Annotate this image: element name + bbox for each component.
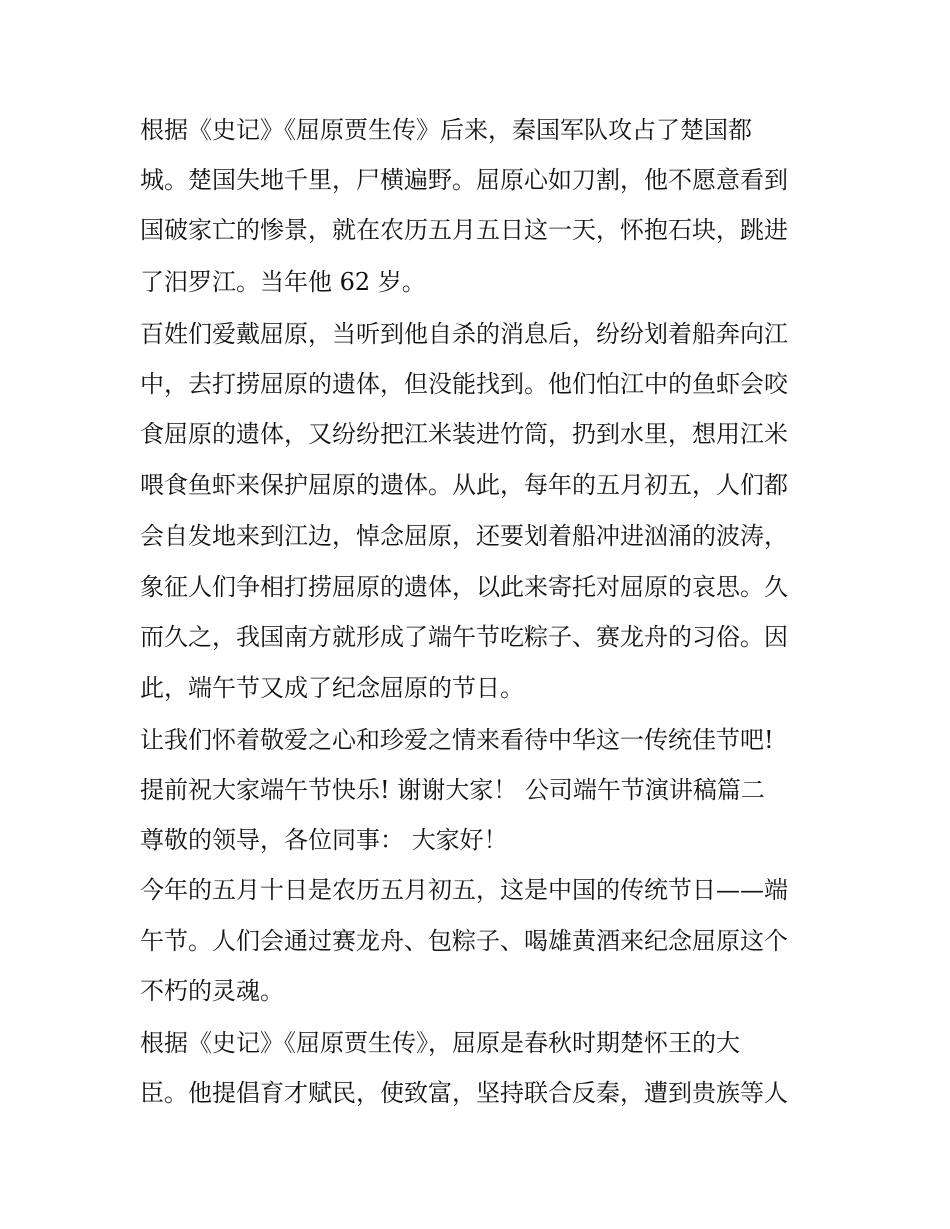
text-line: 根据《史记》《屈原贾生传》，屈原是春秋时期楚怀王的大 <box>140 1029 740 1057</box>
text-line: 提前祝大家端午节快乐! 谢谢大家！ 公司端午节演讲稿篇二 <box>140 776 765 804</box>
text-line: 国破家亡的惨景，就在农历五月五日这一天，怀抱石块，跳进 <box>140 216 788 244</box>
text-line: 象征人们争相打捞屈原的遗体，以此来寄托对屈原的哀思。久 <box>140 573 788 601</box>
text-line: 午节。人们会通过赛龙舟、包粽子、喝雄黄酒来纪念屈原这个 <box>140 927 788 955</box>
text-line: 会自发地来到江边，悼念屈原，还要划着船冲进汹涌的波涛， <box>140 522 788 550</box>
text-line: 食屈原的遗体，又纷纷把江米装进竹筒，扔到水里，想用江米 <box>140 420 788 448</box>
text-line: 喂食鱼虾来保护屈原的遗体。从此，每年的五月初五，人们都 <box>140 471 788 499</box>
text-line: 不朽的灵魂。 <box>140 977 284 1005</box>
text-line: 今年的五月十日是农历五月初五，这是中国的传统节日——端 <box>140 876 788 904</box>
text-line: 根据《史记》《屈原贾生传》后来，秦国军队攻占了楚国都 <box>140 116 752 144</box>
text-line: 中，去打捞屈原的遗体，但没能找到。他们怕江中的鱼虾会咬 <box>140 370 788 398</box>
text-line: 让我们怀着敬爱之心和珍爱之情来看待中华这一传统佳节吧! <box>140 726 774 754</box>
text-line: 臣。他提倡育才赋民，使致富，坚持联合反秦，遭到贵族等人 <box>140 1079 788 1107</box>
text-line: 此，端午节又成了纪念屈原的节日。 <box>140 674 524 702</box>
text-line: 百姓们爱戴屈原，当听到他自杀的消息后，纷纷划着船奔向江 <box>140 320 788 348</box>
text-line: 城。楚国失地千里，尸横遍野。屈原心如刀割，他不愿意看到 <box>140 166 788 194</box>
text-line: 了汨罗江。当年他 62 岁。 <box>140 268 426 296</box>
text-line: 而久之，我国南方就形成了端午节吃粽子、赛龙舟的习俗。因 <box>140 623 788 651</box>
text-line: 尊敬的领导，各位同事： 大家好！ <box>140 826 508 854</box>
